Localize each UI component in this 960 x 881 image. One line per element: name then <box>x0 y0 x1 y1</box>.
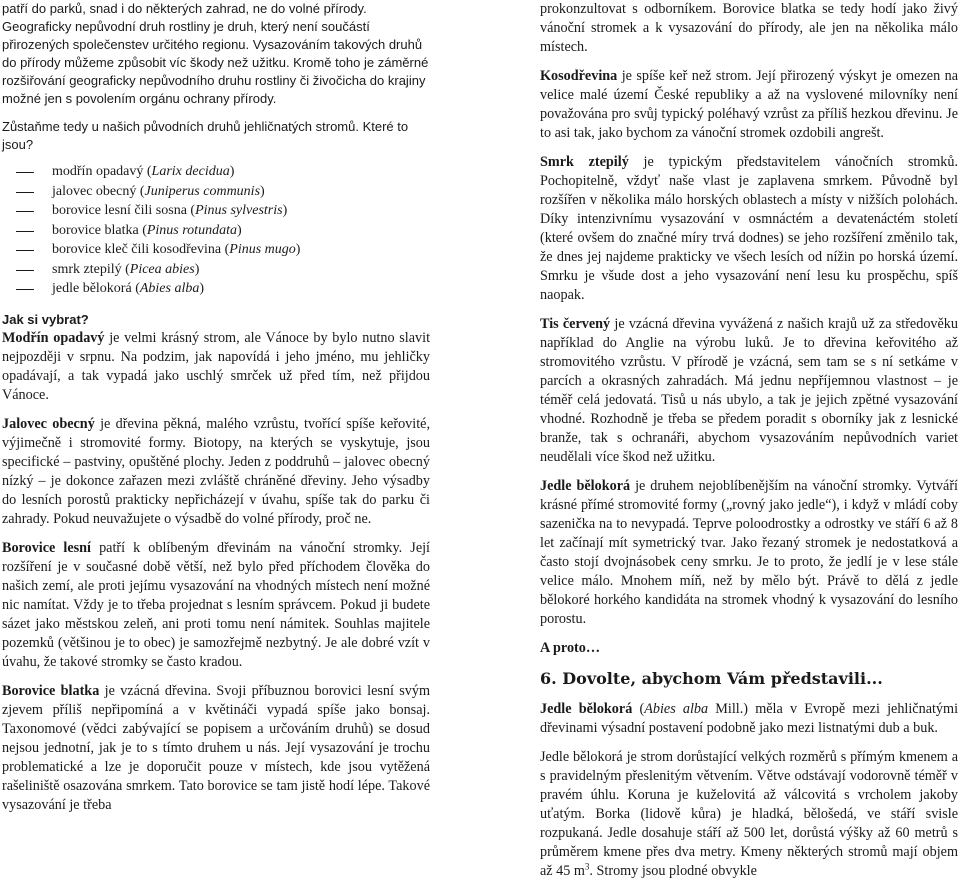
paragraph-smrk: Smrk ztepilý je typickým představitelem vánočních stromků. Pochopitelně, vždyť naše vlast je zaplavena smrkem. Původně byl rozšířen v několika málo horských oblastech a místy v nižších polohách. Díky intenzivnímu vysazování v osmnáctém a devatenáctém století (které ovšem do značné míry trvá dodnes) se jeho rozšíření změnilo tak, že dnes jej najdeme prakticky ve všech lesích od nížin po horská území. Smrku je všude dost a jeho vysazování není lesu ku prospěchu, spíš naopak. <box>540 154 959 303</box>
intro-question: Zůstaňme tedy u našich původních druhů jehličnatých stromů. Které to jsou? <box>2 119 409 152</box>
paragraph-borovice-lesni: Borovice lesní patří k oblíbeným dřevinám na vánoční stromky. Její rozšíření je v současné době větší, než bylo před příchodem člověka do našich zemí, ale proti jejímu vysazování na vhodných místech není možné nic namítat. Vždy je to třeba projednat s lesním správcem. Pokud ji budete sázet jako městskou zeleň, ani proti tomu není námitek. Souhlas majitele pozemků (většinou je to obec) je samozřejmě nezbytný. Je ale dobré vzít v úvahu, že takové stromky se často kradou. <box>2 539 430 670</box>
right-column <box>540 0 958 881</box>
paragraph-kosodrevina: Kosodřevina je spíše keř než strom. Její přirozený výskyt je omezen na velice malé území České republiky a až na vyslovené milovníky není považována pro svůj typický poléhavý vzrůst za příliš hezkou dřevinu. Je to asi tak, jako bychom za vánoční stromek ozdobili angrešt. <box>540 68 958 141</box>
heading-how-to-choose: Jak si vybrat? <box>2 311 89 327</box>
list-item: borovice lesní čili sosna (Pinus sylvestris) <box>2 201 430 221</box>
list-item: modřín opadavý (Larix decidua) <box>2 162 430 182</box>
section-title: 6. Dovolte, abychom Vám představili... <box>540 669 883 688</box>
paragraph-modrin: Modřín opadavý je velmi krásný strom, ale Vánoce by bylo nutno slavit nejpozději v srpnu. Na podzim, jak napovídá i jeho jméno, mu jehličky opadávají, a tak vypadá jako uschlý smrček už před tím, než přijdou Vánoce. <box>2 329 431 403</box>
intro-paragraph: patří do parků, snad i do některých zahrad, ne do volné přírody. Geograficky nepůvodní druh rostliny je druh, který není součástí přirozených společenstev určitého regionu. Vysazováním takových druhů do přírody můžeme způsobit víc škody než užitku. Kromě toho je záměrné rozšiřování geograficky nepůvodního druhu rostliny či živočicha do krajiny možné jen s povolením orgánu ochrany přírody. <box>2 1 429 106</box>
list-item: borovice kleč čili kosodřevina (Pinus mugo) <box>2 240 430 260</box>
paragraph-jedle-intro: Jedle bělokorá (Abies alba Mill.) měla v Evropě mezi jehličnatými dřevinami výsadní postavení podobně jako mezi listnatými dub a buk. <box>540 701 959 736</box>
list-item: jedle bělokorá (Abies alba) <box>2 279 430 299</box>
list-item: jalovec obecný (Juniperus communis) <box>2 182 430 202</box>
native-conifer-list <box>2 162 430 299</box>
list-item: borovice blatka (Pinus rotundata) <box>2 221 430 241</box>
left-column <box>2 0 430 815</box>
paragraph-jedle-description: Jedle bělokorá je strom dorůstající velkých rozměrů s přímým kmenem a s pravidelným přeslenitým větvením. Větve odstávají vodorovně téměř v pravém úhlu. Koruna je kuželovitá až válcovitá s vrcholem jakoby uťatým. Borka (lidově kůra) je hladká, bělošedá, ve stáří svisle rozpukaná. Jedle dosahuje stáří až 500 let, dorůstá výšky až 60 metrů s průměrem kmene přes dva metry. Kmeny některých stromů mají objem až 45 $m^3$. Stromy jsou plodné obvykle <box>540 749 958 879</box>
paragraph-tis: Tis červený je vzácná dřevina vyvážená z našich krajů už za středověku například do Anglie na výrobu luků. Je to dřevina keřovitého až stromovitého vzrůstu. V přírodě je vzácná, sem tam se s ní setkáme v parcích a okrasných zahradách. Má jednu nepříjemnou vlastnost – je téměř celá jedovatá. Tisů u nás ubylo, a tak je jejich zpětné vysazování vhodné. Rozhodně je třeba se předem poradit s oborníky jak z lesnické branže, tak s ochranáři, abychom vysazováním nepůvodních variet neudělali více škod než užitku. <box>540 316 958 465</box>
paragraph-blatka-continued: prokonzultovat s odborníkem. Borovice blatka se tedy hodí jako živý vánoční stromek a k vysazování do přírody, ale jen na několika málo místech. <box>540 1 958 55</box>
a-proto-line: A proto… <box>540 640 601 656</box>
paragraph-borovice-blatka: Borovice blatka je vzácná dřevina. Svoji příbuznou borovici lesní svým zjevem příliš nepřipomíná a v květináči vypadá spíše jako bonsaj. Taxonomové (vědci zabývající se popisem a určováním druhů) se dosud nejsou jednotní, jak je to s tímto druhem u nás. Její vysazování je trochu problematické a lze je doporučit pouze v místech, kde jsou vytěžená rašeliniště osazována smrkem. Tato borovice se tam jistě hodí lépe. Takové vysazování je třeba <box>2 682 430 813</box>
list-item: smrk ztepilý (Picea abies) <box>2 260 430 280</box>
paragraph-jedle: Jedle bělokorá je druhem nejoblíbenějším na vánoční stromky. Vytváří krásné přímé stromovité formy („rovný jako jedle“), i když v mládí coby sazenička na to nevypadá. Teprve poloodrostky a odrostky ve stáří 6 až 8 let začínají mít symetrický tvar. Jako řezaný stromek je nedostatková a často stojí dvojnásobek ceny smrku. Je to proto, že jedlí je v lese stále velice málo. Mnohem míň, než by mělo být. Právě to dělá z jedle bělokoré horkého kandidáta na stromek vhodný k vysazování do lesního porostu. <box>540 478 958 627</box>
paragraph-jalovec: Jalovec obecný je dřevina pěkná, malého vzrůstu, tvořící spíše keřovité, výjimečně i stromovité formy. Biotopy, na kterých se vyskytuje, jsou specifické – pastviny, opuštěné plochy. Jeden z poddruhů – jalovec obecný nízký – je dokonce zařazen mezi zvláště chráněné dřeviny. Jeho výsadby do lesních porostů prakticky nepřicházejí v úvahu, spíše tak do parku či zahrady. Pokud neuvažujete o výsadbě do volné přírody, proč ne. <box>2 415 430 527</box>
